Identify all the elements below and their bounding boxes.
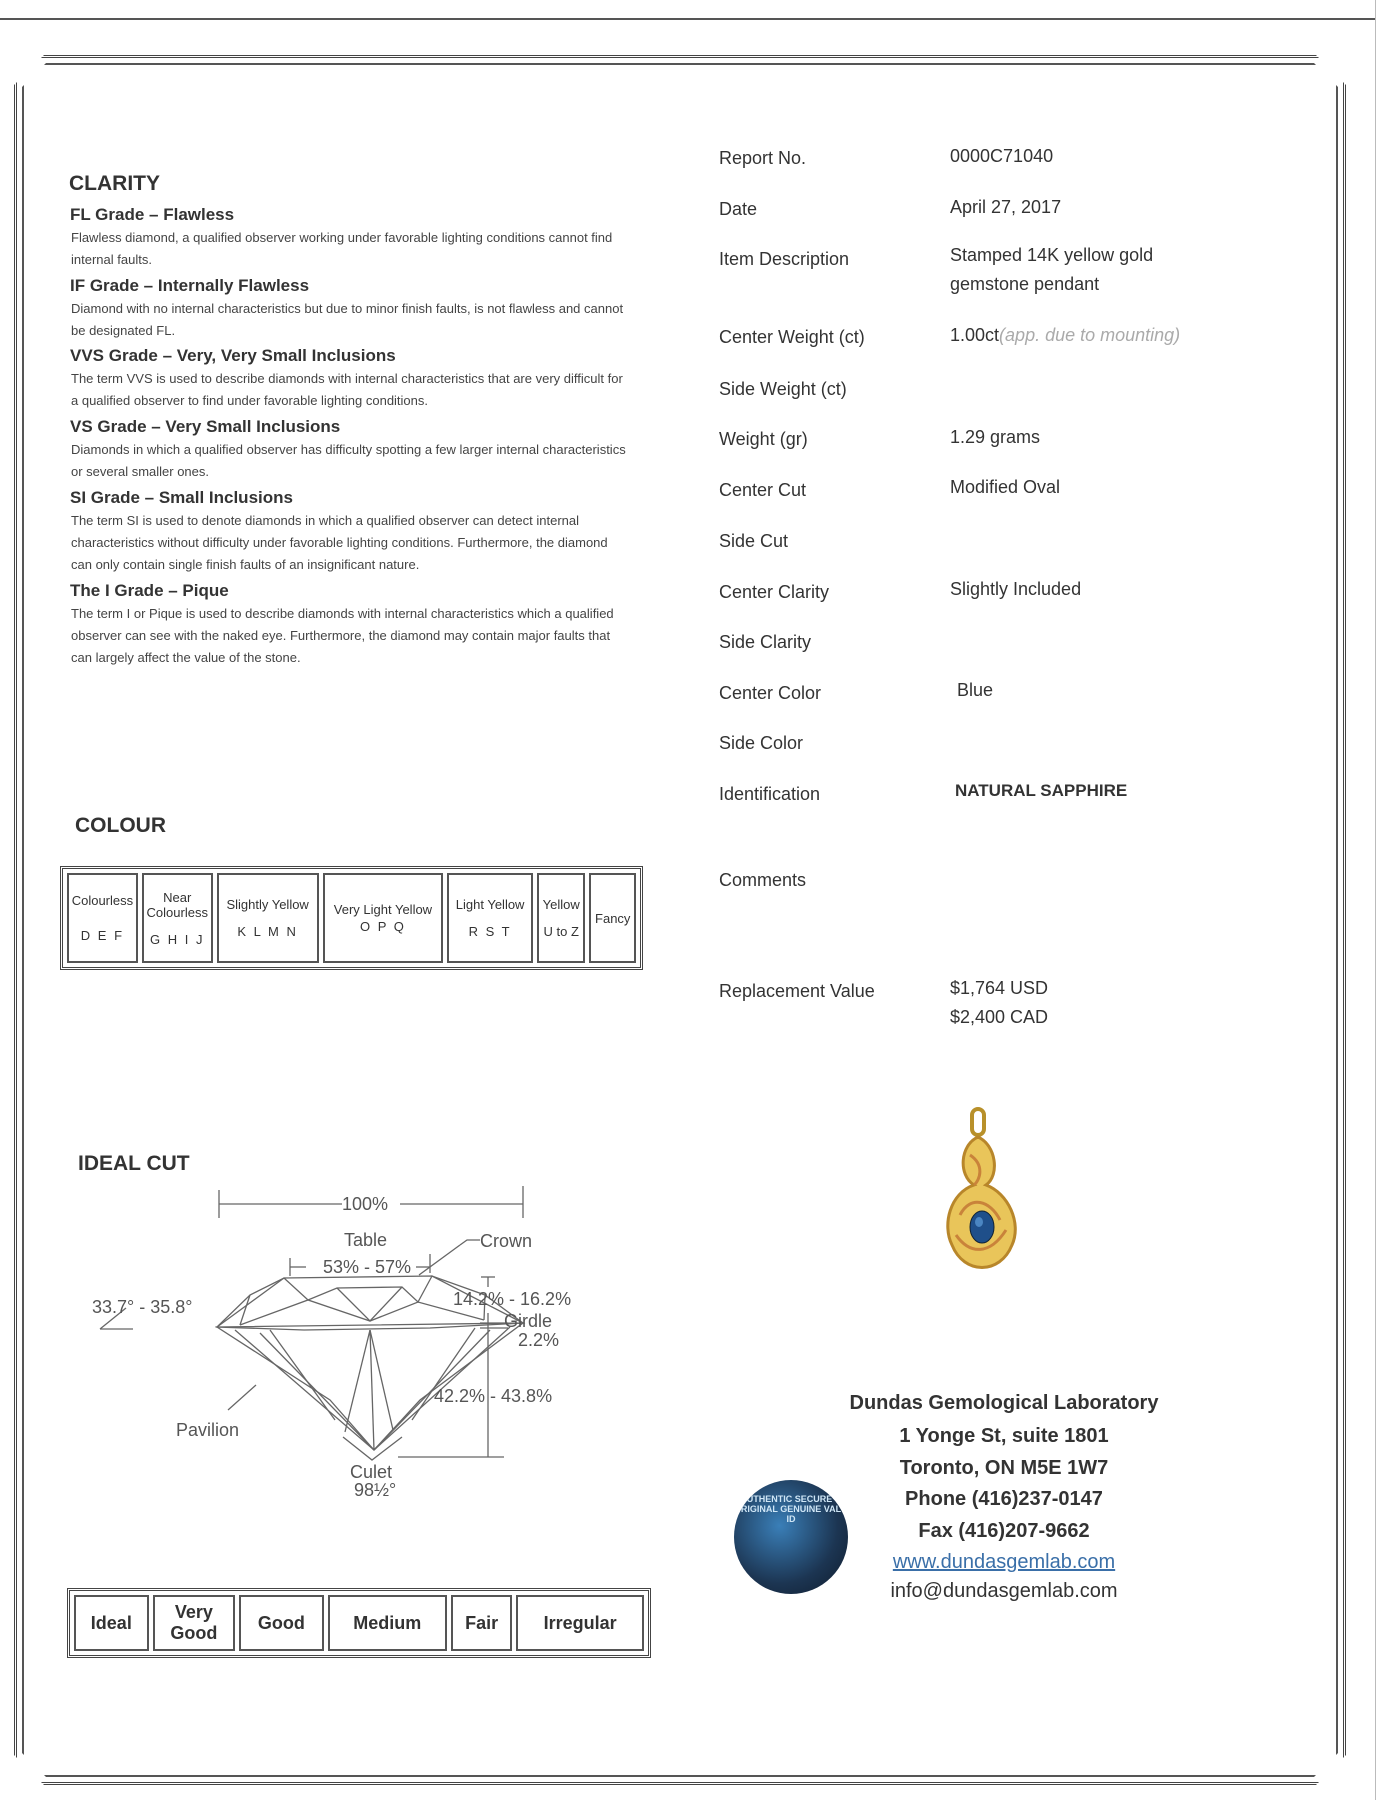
report-value: Modified Oval: [950, 477, 1061, 497]
crown-angle-label: 33.7° - 35.8°: [92, 1297, 193, 1317]
report-value: Blue: [957, 680, 994, 700]
report-label: Date: [719, 199, 758, 219]
pavilion-label: Pavilion: [176, 1420, 240, 1440]
colour-cell: [217, 873, 319, 963]
colour-grades: U to Z: [543, 924, 579, 939]
grade-description: The term I or Pique is used to describe diamonds with internal characteristics which a qualified observer can see with the naked eye. Furthermore, the diamond may contain major faults that can largely affect the value of the stone.: [71, 606, 614, 665]
report-value: 1.29 grams: [950, 427, 1041, 447]
crown-label: Crown: [480, 1231, 533, 1251]
cut-grade-cell: Ideal: [74, 1595, 149, 1651]
clarity-heading: CLARITY: [69, 172, 160, 195]
grade-description: Diamonds in which a qualified observer has difficulty spotting a few larger internal characteristics or several smaller ones.: [71, 442, 626, 479]
report-label: Replacement Value: [719, 981, 875, 1001]
table-range-label: 53% - 57%: [323, 1257, 412, 1277]
girdle-value-label: 2.2%: [518, 1330, 560, 1350]
colour-heading: COLOUR: [75, 814, 166, 837]
report-label: Identification: [719, 784, 821, 804]
lab-address: 1 Yonge St, suite 1801: [899, 1425, 1109, 1447]
colour-grades: K L M N: [237, 924, 298, 939]
report-label: Center Cut: [719, 480, 807, 500]
diamond-width-label: 100%: [342, 1194, 389, 1214]
colour-name: Yellow: [542, 897, 580, 912]
lab-name: Dundas Gemological Laboratory: [849, 1392, 1159, 1414]
colour-cell: [142, 873, 213, 963]
center-weight: 1.00ct: [950, 325, 1000, 345]
diamond-outline: [100, 1186, 523, 1460]
crown-height-label: 14.2% - 16.2%: [453, 1289, 572, 1309]
grade-description: Flawless diamond, a qualified observer working under favorable lighting conditions cannot find internal faults.: [71, 230, 613, 267]
culet-label: Culet: [350, 1462, 393, 1482]
report-value: NATURAL SAPPHIRE: [955, 781, 1128, 800]
report-label: Side Color: [719, 733, 804, 753]
report-value: Stamped 14K yellow gold: [950, 245, 1154, 265]
colour-name: Fancy: [595, 910, 631, 926]
colour-grades: R S T: [468, 924, 512, 939]
hologram-security-seal: AUTHENTIC SECURE ORIGINAL GENUINE VALID: [734, 1480, 848, 1594]
colour-cell: [537, 873, 585, 963]
ideal-cut-diagram: [80, 1170, 660, 1510]
grade-title: VVS Grade – Very, Very Small Inclusions: [70, 346, 396, 365]
colour-name: Light Yellow: [455, 897, 525, 912]
cut-grade-cell: Very Good: [153, 1595, 236, 1651]
table-label: Table: [344, 1230, 388, 1250]
cut-grade-cell: Fair: [451, 1595, 512, 1651]
scan-edge-line: [1375, 0, 1376, 1800]
colour-name: Near Colourless: [146, 889, 208, 920]
pavilion-depth-label: 42.2% - 43.8%: [434, 1386, 553, 1406]
colour-name: Very Light Yellow: [333, 902, 433, 917]
grade-title: FL Grade – Flawless: [70, 205, 235, 224]
pendant-photo: [930, 1105, 1030, 1285]
report-label: Center Weight (ct): [719, 327, 865, 347]
report-label: Comments: [719, 870, 807, 890]
cut-grade-table: [67, 1588, 651, 1658]
colour-grades: G H I J: [150, 931, 205, 947]
grade-title: SI Grade – Small Inclusions: [70, 488, 293, 507]
report-label: Side Clarity: [719, 632, 812, 652]
colour-cell: [323, 873, 444, 963]
report-label: Center Color: [719, 683, 822, 703]
culet-angle-label: 98½°: [354, 1480, 397, 1500]
report-label: Side Weight (ct): [719, 379, 847, 399]
lab-city: Toronto, ON M5E 1W7: [899, 1457, 1109, 1479]
grade-description: Diamond with no internal characteristics but due to minor finish faults, is not flawless and cannot be designated FL.: [71, 301, 624, 338]
scan-edge-line: [0, 18, 1375, 20]
cut-grade-cell: Irregular: [516, 1595, 644, 1651]
lab-fax: Fax (416)207-9662: [918, 1520, 1090, 1542]
colour-cell: [67, 873, 138, 963]
grade-description: The term VVS is used to describe diamonds with internal characteristics that are very difficult for a qualified observer to find under favorable lighting conditions.: [71, 371, 623, 408]
report-value-line2: $2,400 CAD: [950, 1007, 1049, 1027]
colour-scale-table: [60, 866, 643, 970]
colour-cell: [447, 873, 533, 963]
report-value: 0000C71040: [950, 146, 1054, 166]
grade-title: VS Grade – Very Small Inclusions: [70, 417, 341, 436]
report-value: Slightly Included: [950, 579, 1082, 599]
report-value: April 27, 2017: [950, 197, 1062, 217]
report-label: Item Description: [719, 249, 850, 269]
grade-description: The term SI is used to denote diamonds in which a qualified observer can detect internal characteristics without difficulty under favorable lighting conditions. Furthermore, the diamond can only contain single finish faults of an insignificant nature.: [71, 513, 608, 572]
weight-note: (app. due to mounting): [999, 325, 1181, 345]
cut-grade-cell: Good: [239, 1595, 324, 1651]
colour-grades: O P Q: [359, 919, 406, 934]
lab-phone: Phone (416)237-0147: [905, 1488, 1103, 1510]
report-label: Weight (gr): [719, 429, 808, 449]
report-value: $1,764 USD: [950, 978, 1049, 998]
ideal-cut-heading: IDEAL CUT: [78, 1152, 190, 1175]
colour-name: Colourless: [71, 893, 134, 908]
colour-grades: D E F: [80, 928, 125, 943]
report-label: Center Clarity: [719, 582, 830, 602]
report-label: Report No.: [719, 148, 807, 168]
colour-name: Slightly Yellow: [226, 897, 309, 912]
colour-cell: [589, 873, 636, 963]
report-value: [950, 325, 1180, 346]
cut-grade-cell: Medium: [328, 1595, 447, 1651]
report-label: Side Cut: [719, 531, 789, 551]
lab-email: info@dundasgemlab.com: [890, 1580, 1118, 1602]
lab-website-link[interactable]: www.dundasgemlab.com: [892, 1551, 1116, 1573]
grade-title: IF Grade – Internally Flawless: [70, 276, 310, 295]
girdle-label: Girdle: [504, 1311, 553, 1331]
grade-title: The I Grade – Pique: [70, 581, 229, 600]
report-value-line2: gemstone pendant: [950, 274, 1100, 294]
